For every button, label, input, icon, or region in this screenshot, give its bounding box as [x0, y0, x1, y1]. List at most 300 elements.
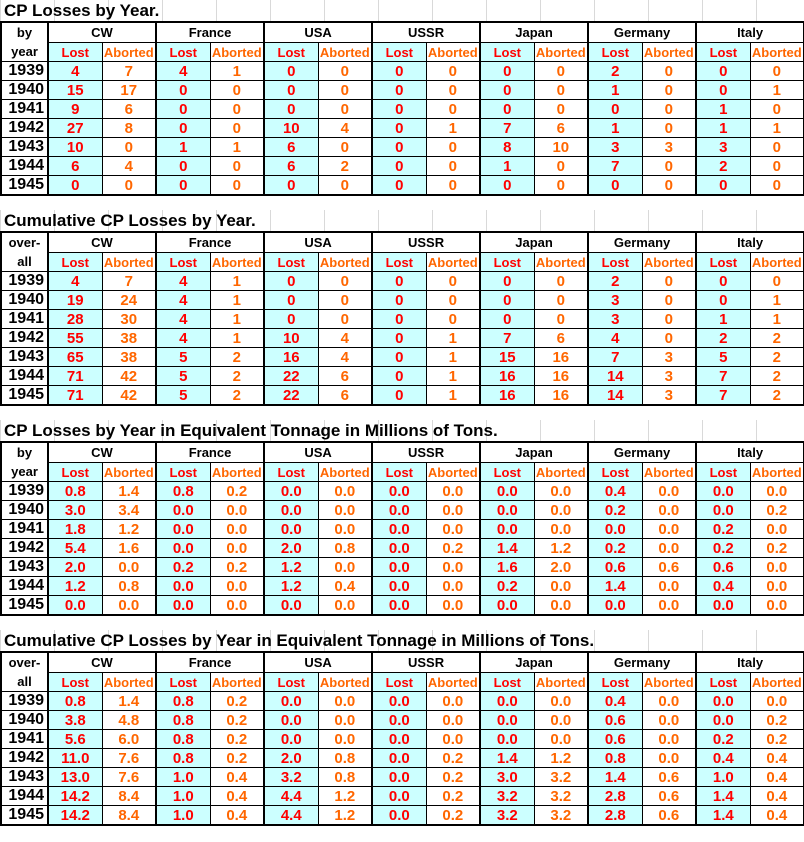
lost-cell-italy[interactable]: 0.2 [696, 730, 750, 749]
lost-cell-japan[interactable]: 0 [480, 272, 534, 291]
lost-cell-germany[interactable]: 0.6 [588, 730, 642, 749]
country-header-japan[interactable]: Japan [480, 442, 588, 463]
aborted-header[interactable]: Aborted [102, 673, 156, 692]
country-header-usa[interactable]: USA [264, 442, 372, 463]
country-header-france[interactable]: France [156, 652, 264, 673]
country-header-japan[interactable]: Japan [480, 232, 588, 253]
lost-cell-italy[interactable]: 1 [696, 119, 750, 138]
lost-header[interactable]: Lost [372, 463, 426, 482]
lost-cell-cw[interactable]: 6 [48, 157, 102, 176]
lost-cell-ussr[interactable]: 0 [372, 157, 426, 176]
year-cell[interactable]: 1944 [1, 157, 48, 176]
aborted-cell-italy[interactable]: 1 [750, 291, 804, 310]
aborted-cell-france[interactable]: 1 [210, 291, 264, 310]
aborted-header[interactable]: Aborted [534, 463, 588, 482]
aborted-cell-japan[interactable]: 0 [534, 176, 588, 196]
lost-cell-cw[interactable]: 0.8 [48, 482, 102, 501]
lost-cell-france[interactable]: 0 [156, 100, 210, 119]
aborted-cell-france[interactable]: 0.0 [210, 577, 264, 596]
aborted-cell-germany[interactable]: 0.6 [642, 558, 696, 577]
aborted-cell-germany[interactable]: 3 [642, 386, 696, 406]
lost-cell-ussr[interactable]: 0 [372, 176, 426, 196]
section-title[interactable]: Cumulative CP Losses by Year. [0, 210, 804, 231]
aborted-cell-ussr[interactable]: 0.2 [426, 749, 480, 768]
aborted-cell-germany[interactable]: 0 [642, 310, 696, 329]
aborted-cell-japan[interactable]: 0 [534, 272, 588, 291]
lost-cell-france[interactable]: 4 [156, 310, 210, 329]
year-cell[interactable]: 1940 [1, 81, 48, 100]
lost-cell-usa[interactable]: 2.0 [264, 749, 318, 768]
year-cell[interactable]: 1940 [1, 711, 48, 730]
lost-cell-ussr[interactable]: 0 [372, 310, 426, 329]
aborted-cell-germany[interactable]: 0.0 [642, 501, 696, 520]
aborted-cell-japan[interactable]: 0.0 [534, 577, 588, 596]
lost-cell-ussr[interactable]: 0 [372, 100, 426, 119]
aborted-cell-france[interactable]: 1 [210, 62, 264, 81]
country-header-cw[interactable]: CW [48, 442, 156, 463]
lost-header[interactable]: Lost [264, 463, 318, 482]
country-header-germany[interactable]: Germany [588, 232, 696, 253]
aborted-cell-usa[interactable]: 0 [318, 62, 372, 81]
lost-cell-france[interactable]: 0.8 [156, 482, 210, 501]
lost-cell-japan[interactable]: 0.0 [480, 596, 534, 616]
lost-header[interactable]: Lost [588, 43, 642, 62]
aborted-cell-ussr[interactable]: 0.0 [426, 692, 480, 711]
aborted-cell-japan[interactable]: 0.0 [534, 482, 588, 501]
lost-cell-italy[interactable]: 2 [696, 329, 750, 348]
lost-cell-france[interactable]: 4 [156, 62, 210, 81]
aborted-cell-japan[interactable]: 16 [534, 367, 588, 386]
lost-cell-germany[interactable]: 0.4 [588, 692, 642, 711]
lost-cell-ussr[interactable]: 0.0 [372, 806, 426, 826]
lost-cell-usa[interactable]: 0 [264, 272, 318, 291]
year-cell[interactable]: 1943 [1, 138, 48, 157]
aborted-cell-france[interactable]: 0 [210, 176, 264, 196]
country-header-france[interactable]: France [156, 442, 264, 463]
aborted-cell-usa[interactable]: 0.8 [318, 539, 372, 558]
aborted-cell-japan[interactable]: 3.2 [534, 768, 588, 787]
lost-cell-germany[interactable]: 0.6 [588, 711, 642, 730]
aborted-cell-france[interactable]: 0 [210, 81, 264, 100]
aborted-cell-france[interactable]: 0.2 [210, 749, 264, 768]
lost-cell-cw[interactable]: 10 [48, 138, 102, 157]
aborted-cell-usa[interactable]: 4 [318, 329, 372, 348]
aborted-cell-france[interactable]: 0.0 [210, 539, 264, 558]
lost-cell-japan[interactable]: 8 [480, 138, 534, 157]
lost-cell-france[interactable]: 0.0 [156, 577, 210, 596]
lost-cell-cw[interactable]: 14.2 [48, 806, 102, 826]
lost-header[interactable]: Lost [264, 253, 318, 272]
lost-cell-japan[interactable]: 15 [480, 348, 534, 367]
year-cell[interactable]: 1939 [1, 272, 48, 291]
lost-cell-italy[interactable]: 0.2 [696, 539, 750, 558]
lost-cell-ussr[interactable]: 0.0 [372, 711, 426, 730]
aborted-cell-italy[interactable]: 0 [750, 138, 804, 157]
aborted-cell-usa[interactable]: 0.0 [318, 692, 372, 711]
aborted-cell-italy[interactable]: 0.4 [750, 749, 804, 768]
lost-cell-france[interactable]: 5 [156, 348, 210, 367]
aborted-cell-france[interactable]: 0.4 [210, 768, 264, 787]
lost-cell-germany[interactable]: 0.0 [588, 596, 642, 616]
year-cell[interactable]: 1939 [1, 62, 48, 81]
aborted-cell-usa[interactable]: 0.0 [318, 482, 372, 501]
lost-cell-france[interactable]: 0 [156, 81, 210, 100]
year-column-header[interactable] [1, 442, 48, 482]
aborted-cell-italy[interactable]: 2 [750, 386, 804, 406]
lost-cell-ussr[interactable]: 0 [372, 386, 426, 406]
aborted-header[interactable]: Aborted [426, 253, 480, 272]
aborted-cell-cw[interactable]: 42 [102, 386, 156, 406]
aborted-cell-cw[interactable]: 24 [102, 291, 156, 310]
aborted-cell-germany[interactable]: 0.6 [642, 768, 696, 787]
lost-cell-france[interactable]: 0.8 [156, 711, 210, 730]
lost-cell-ussr[interactable]: 0 [372, 329, 426, 348]
lost-cell-usa[interactable]: 1.2 [264, 577, 318, 596]
lost-cell-ussr[interactable]: 0 [372, 62, 426, 81]
lost-cell-france[interactable]: 0.2 [156, 558, 210, 577]
aborted-cell-usa[interactable]: 0.0 [318, 711, 372, 730]
aborted-cell-italy[interactable]: 1 [750, 310, 804, 329]
lost-cell-japan[interactable]: 1 [480, 157, 534, 176]
lost-cell-ussr[interactable]: 0.0 [372, 596, 426, 616]
aborted-cell-germany[interactable]: 0.0 [642, 577, 696, 596]
aborted-cell-japan[interactable]: 0 [534, 81, 588, 100]
country-header-italy[interactable]: Italy [696, 442, 804, 463]
lost-cell-ussr[interactable]: 0.0 [372, 520, 426, 539]
aborted-cell-germany[interactable]: 0 [642, 291, 696, 310]
aborted-cell-ussr[interactable]: 1 [426, 329, 480, 348]
lost-cell-cw[interactable]: 0.0 [48, 596, 102, 616]
lost-cell-france[interactable]: 4 [156, 329, 210, 348]
lost-cell-cw[interactable]: 27 [48, 119, 102, 138]
year-cell[interactable]: 1944 [1, 787, 48, 806]
lost-header[interactable]: Lost [372, 253, 426, 272]
lost-header[interactable]: Lost [588, 253, 642, 272]
lost-cell-cw[interactable]: 71 [48, 386, 102, 406]
aborted-cell-usa[interactable]: 0.8 [318, 768, 372, 787]
aborted-cell-germany[interactable]: 0.6 [642, 787, 696, 806]
lost-cell-cw[interactable]: 3.0 [48, 501, 102, 520]
lost-cell-cw[interactable]: 55 [48, 329, 102, 348]
year-cell[interactable]: 1942 [1, 539, 48, 558]
lost-cell-ussr[interactable]: 0.0 [372, 539, 426, 558]
lost-cell-usa[interactable]: 3.2 [264, 768, 318, 787]
country-header-japan[interactable]: Japan [480, 652, 588, 673]
aborted-cell-usa[interactable]: 0.4 [318, 577, 372, 596]
aborted-cell-japan[interactable]: 1.2 [534, 749, 588, 768]
lost-cell-france[interactable]: 0 [156, 176, 210, 196]
lost-header[interactable]: Lost [480, 463, 534, 482]
section-title[interactable]: CP Losses by Year in Equivalent Tonnage in Millions of Tons. [0, 420, 804, 441]
aborted-cell-cw[interactable]: 1.2 [102, 520, 156, 539]
aborted-header[interactable]: Aborted [642, 43, 696, 62]
aborted-cell-japan[interactable]: 0.0 [534, 501, 588, 520]
aborted-cell-france[interactable]: 0.4 [210, 806, 264, 826]
lost-cell-cw[interactable]: 9 [48, 100, 102, 119]
aborted-cell-germany[interactable]: 0 [642, 81, 696, 100]
aborted-cell-italy[interactable]: 0.4 [750, 768, 804, 787]
aborted-cell-cw[interactable]: 8.4 [102, 806, 156, 826]
lost-cell-france[interactable]: 1.0 [156, 806, 210, 826]
lost-cell-ussr[interactable]: 0.0 [372, 749, 426, 768]
aborted-cell-japan[interactable]: 0 [534, 291, 588, 310]
aborted-cell-usa[interactable]: 0.0 [318, 596, 372, 616]
lost-cell-france[interactable]: 0.0 [156, 501, 210, 520]
aborted-cell-cw[interactable]: 6 [102, 100, 156, 119]
lost-cell-ussr[interactable]: 0 [372, 119, 426, 138]
lost-cell-italy[interactable]: 0.0 [696, 501, 750, 520]
lost-cell-ussr[interactable]: 0.0 [372, 577, 426, 596]
aborted-cell-france[interactable]: 0 [210, 157, 264, 176]
aborted-cell-france[interactable]: 0.2 [210, 482, 264, 501]
aborted-cell-italy[interactable]: 0.0 [750, 577, 804, 596]
aborted-header[interactable]: Aborted [318, 253, 372, 272]
lost-cell-usa[interactable]: 0 [264, 291, 318, 310]
aborted-cell-france[interactable]: 0.2 [210, 692, 264, 711]
aborted-cell-france[interactable]: 1 [210, 138, 264, 157]
lost-cell-france[interactable]: 5 [156, 367, 210, 386]
lost-header[interactable]: Lost [480, 673, 534, 692]
aborted-header[interactable]: Aborted [210, 673, 264, 692]
aborted-cell-japan[interactable]: 0 [534, 157, 588, 176]
lost-cell-usa[interactable]: 6 [264, 157, 318, 176]
aborted-cell-usa[interactable]: 0.8 [318, 749, 372, 768]
aborted-cell-italy[interactable]: 0 [750, 272, 804, 291]
lost-cell-italy[interactable]: 0 [696, 176, 750, 196]
aborted-cell-ussr[interactable]: 1 [426, 119, 480, 138]
lost-cell-cw[interactable]: 14.2 [48, 787, 102, 806]
country-header-usa[interactable]: USA [264, 232, 372, 253]
aborted-cell-usa[interactable]: 4 [318, 348, 372, 367]
lost-cell-italy[interactable]: 0 [696, 272, 750, 291]
aborted-cell-germany[interactable]: 0.0 [642, 539, 696, 558]
lost-cell-italy[interactable]: 1.0 [696, 768, 750, 787]
aborted-cell-france[interactable]: 1 [210, 329, 264, 348]
aborted-cell-cw[interactable]: 0.0 [102, 596, 156, 616]
lost-cell-japan[interactable]: 1.4 [480, 749, 534, 768]
aborted-cell-italy[interactable]: 2 [750, 348, 804, 367]
aborted-cell-germany[interactable]: 0.0 [642, 730, 696, 749]
aborted-cell-usa[interactable]: 6 [318, 367, 372, 386]
aborted-cell-japan[interactable]: 16 [534, 386, 588, 406]
aborted-cell-japan[interactable]: 16 [534, 348, 588, 367]
aborted-header[interactable]: Aborted [642, 463, 696, 482]
lost-cell-japan[interactable]: 0.0 [480, 711, 534, 730]
lost-cell-japan[interactable]: 0 [480, 291, 534, 310]
lost-cell-usa[interactable]: 0.0 [264, 711, 318, 730]
aborted-cell-italy[interactable]: 0 [750, 176, 804, 196]
lost-cell-italy[interactable]: 0.0 [696, 711, 750, 730]
aborted-cell-cw[interactable]: 38 [102, 348, 156, 367]
aborted-cell-japan[interactable]: 0 [534, 62, 588, 81]
aborted-cell-italy[interactable]: 0.0 [750, 482, 804, 501]
aborted-cell-cw[interactable]: 1.6 [102, 539, 156, 558]
country-header-usa[interactable]: USA [264, 22, 372, 43]
aborted-cell-cw[interactable]: 7 [102, 62, 156, 81]
aborted-header[interactable]: Aborted [102, 463, 156, 482]
lost-cell-japan[interactable]: 0 [480, 81, 534, 100]
aborted-cell-ussr[interactable]: 0 [426, 176, 480, 196]
lost-cell-germany[interactable]: 0.2 [588, 501, 642, 520]
aborted-cell-france[interactable]: 0.2 [210, 711, 264, 730]
aborted-cell-italy[interactable]: 1 [750, 81, 804, 100]
lost-cell-germany[interactable]: 14 [588, 367, 642, 386]
aborted-cell-ussr[interactable]: 1 [426, 367, 480, 386]
country-header-germany[interactable]: Germany [588, 442, 696, 463]
lost-cell-italy[interactable]: 0.6 [696, 558, 750, 577]
aborted-cell-usa[interactable]: 0.0 [318, 558, 372, 577]
lost-cell-germany[interactable]: 2.8 [588, 787, 642, 806]
aborted-cell-germany[interactable]: 0.0 [642, 749, 696, 768]
lost-cell-germany[interactable]: 1 [588, 81, 642, 100]
year-cell[interactable]: 1942 [1, 119, 48, 138]
aborted-cell-ussr[interactable]: 0 [426, 157, 480, 176]
country-header-usa[interactable]: USA [264, 652, 372, 673]
aborted-cell-usa[interactable]: 0 [318, 81, 372, 100]
lost-header[interactable]: Lost [48, 463, 102, 482]
lost-cell-usa[interactable]: 1.2 [264, 558, 318, 577]
lost-cell-germany[interactable]: 2 [588, 62, 642, 81]
lost-cell-germany[interactable]: 0.8 [588, 749, 642, 768]
section-title[interactable]: CP Losses by Year. [0, 0, 804, 21]
lost-cell-france[interactable]: 5 [156, 386, 210, 406]
lost-header[interactable]: Lost [48, 43, 102, 62]
lost-cell-italy[interactable]: 1.4 [696, 806, 750, 826]
lost-cell-italy[interactable]: 1 [696, 310, 750, 329]
lost-header[interactable]: Lost [48, 673, 102, 692]
aborted-header[interactable]: Aborted [750, 463, 804, 482]
lost-cell-ussr[interactable]: 0 [372, 367, 426, 386]
aborted-cell-france[interactable]: 0 [210, 100, 264, 119]
aborted-cell-ussr[interactable]: 0.0 [426, 577, 480, 596]
year-cell[interactable]: 1945 [1, 596, 48, 616]
year-cell[interactable]: 1939 [1, 692, 48, 711]
aborted-cell-cw[interactable]: 4.8 [102, 711, 156, 730]
aborted-cell-usa[interactable]: 1.2 [318, 806, 372, 826]
aborted-cell-germany[interactable]: 0.0 [642, 520, 696, 539]
aborted-cell-italy[interactable]: 0 [750, 62, 804, 81]
aborted-header[interactable]: Aborted [102, 253, 156, 272]
lost-cell-usa[interactable]: 0.0 [264, 520, 318, 539]
aborted-header[interactable]: Aborted [534, 43, 588, 62]
aborted-cell-cw[interactable]: 3.4 [102, 501, 156, 520]
lost-cell-cw[interactable]: 1.8 [48, 520, 102, 539]
lost-cell-usa[interactable]: 0 [264, 100, 318, 119]
aborted-cell-germany[interactable]: 3 [642, 348, 696, 367]
aborted-cell-ussr[interactable]: 0.0 [426, 520, 480, 539]
lost-cell-france[interactable]: 0 [156, 157, 210, 176]
lost-cell-italy[interactable]: 0 [696, 81, 750, 100]
aborted-cell-usa[interactable]: 0 [318, 176, 372, 196]
lost-header[interactable]: Lost [696, 463, 750, 482]
aborted-cell-ussr[interactable]: 0.0 [426, 558, 480, 577]
lost-cell-italy[interactable]: 0.4 [696, 577, 750, 596]
aborted-header[interactable]: Aborted [750, 253, 804, 272]
aborted-cell-germany[interactable]: 0 [642, 62, 696, 81]
country-header-japan[interactable]: Japan [480, 22, 588, 43]
aborted-cell-cw[interactable]: 8.4 [102, 787, 156, 806]
aborted-cell-japan[interactable]: 0.0 [534, 711, 588, 730]
country-header-germany[interactable]: Germany [588, 652, 696, 673]
aborted-cell-france[interactable]: 0 [210, 119, 264, 138]
aborted-cell-italy[interactable]: 0.2 [750, 730, 804, 749]
year-cell[interactable]: 1942 [1, 329, 48, 348]
aborted-cell-france[interactable]: 2 [210, 367, 264, 386]
lost-cell-usa[interactable]: 10 [264, 329, 318, 348]
lost-cell-japan[interactable]: 3.2 [480, 787, 534, 806]
aborted-cell-ussr[interactable]: 0 [426, 310, 480, 329]
aborted-header[interactable]: Aborted [426, 463, 480, 482]
lost-cell-usa[interactable]: 0.0 [264, 501, 318, 520]
aborted-cell-france[interactable]: 0.0 [210, 501, 264, 520]
aborted-cell-japan[interactable]: 3.2 [534, 787, 588, 806]
year-cell[interactable]: 1944 [1, 367, 48, 386]
aborted-cell-ussr[interactable]: 0.0 [426, 482, 480, 501]
lost-cell-germany[interactable]: 0.4 [588, 482, 642, 501]
aborted-cell-ussr[interactable]: 0.2 [426, 787, 480, 806]
lost-cell-japan[interactable]: 0 [480, 100, 534, 119]
lost-header[interactable]: Lost [48, 253, 102, 272]
lost-header[interactable]: Lost [156, 253, 210, 272]
lost-cell-france[interactable]: 0.8 [156, 692, 210, 711]
lost-cell-germany[interactable]: 1.4 [588, 577, 642, 596]
lost-header[interactable]: Lost [372, 673, 426, 692]
aborted-cell-ussr[interactable]: 0 [426, 272, 480, 291]
lost-cell-japan[interactable]: 1.6 [480, 558, 534, 577]
aborted-cell-usa[interactable]: 0.0 [318, 501, 372, 520]
aborted-cell-japan[interactable]: 0.0 [534, 596, 588, 616]
aborted-cell-cw[interactable]: 4 [102, 157, 156, 176]
aborted-cell-japan[interactable]: 1.2 [534, 539, 588, 558]
aborted-cell-italy[interactable]: 2 [750, 367, 804, 386]
aborted-header[interactable]: Aborted [534, 253, 588, 272]
lost-cell-italy[interactable]: 0.2 [696, 520, 750, 539]
aborted-cell-italy[interactable]: 0.4 [750, 806, 804, 826]
lost-cell-cw[interactable]: 19 [48, 291, 102, 310]
lost-header[interactable]: Lost [696, 673, 750, 692]
lost-cell-cw[interactable]: 13.0 [48, 768, 102, 787]
aborted-cell-japan[interactable]: 0 [534, 310, 588, 329]
country-header-germany[interactable]: Germany [588, 22, 696, 43]
lost-cell-cw[interactable]: 1.2 [48, 577, 102, 596]
lost-cell-france[interactable]: 1.0 [156, 768, 210, 787]
aborted-header[interactable]: Aborted [642, 253, 696, 272]
aborted-cell-japan[interactable]: 6 [534, 329, 588, 348]
lost-header[interactable]: Lost [480, 43, 534, 62]
country-header-cw[interactable]: CW [48, 652, 156, 673]
aborted-cell-germany[interactable]: 0 [642, 157, 696, 176]
lost-cell-usa[interactable]: 0.0 [264, 692, 318, 711]
lost-cell-italy[interactable]: 7 [696, 386, 750, 406]
year-column-header[interactable] [1, 652, 48, 692]
lost-cell-japan[interactable]: 1.4 [480, 539, 534, 558]
lost-cell-usa[interactable]: 0.0 [264, 596, 318, 616]
lost-cell-france[interactable]: 0.8 [156, 730, 210, 749]
lost-cell-ussr[interactable]: 0 [372, 348, 426, 367]
lost-cell-germany[interactable]: 4 [588, 329, 642, 348]
year-cell[interactable]: 1945 [1, 386, 48, 406]
country-header-italy[interactable]: Italy [696, 652, 804, 673]
country-header-cw[interactable]: CW [48, 232, 156, 253]
aborted-header[interactable]: Aborted [210, 43, 264, 62]
lost-header[interactable]: Lost [588, 463, 642, 482]
lost-header[interactable]: Lost [264, 673, 318, 692]
lost-cell-cw[interactable]: 2.0 [48, 558, 102, 577]
country-header-ussr[interactable]: USSR [372, 442, 480, 463]
aborted-header[interactable]: Aborted [750, 43, 804, 62]
aborted-cell-germany[interactable]: 0 [642, 272, 696, 291]
aborted-cell-italy[interactable]: 0 [750, 157, 804, 176]
